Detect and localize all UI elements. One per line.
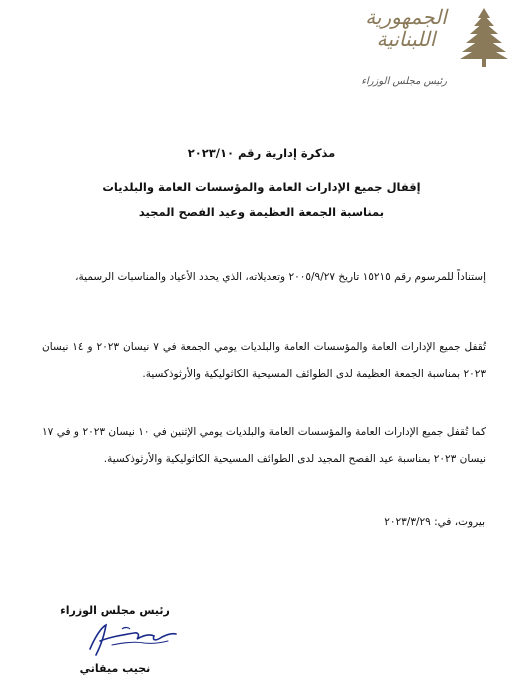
date-line: بيروت، في: ٢٠٢٣/٣/٢٩ bbox=[384, 516, 485, 528]
republic-wordmark bbox=[359, 6, 453, 50]
memo-title-line-1: إقفال جميع الإدارات العامة والمؤسسات العامة والبلديات bbox=[102, 180, 421, 194]
republic-line-1: الجمهورية bbox=[365, 5, 447, 29]
handwritten-signature-icon bbox=[82, 617, 182, 661]
signatory-name: نجيب ميقاتي bbox=[79, 662, 151, 675]
paragraph-legal-basis: إستناداً للمرسوم رقم ١٥٢١٥ تاريخ ٢٠٠٥/٩/٢٧ وتعديلاته، الذي يحدد الأعياد والمناسبات الرسمية، bbox=[75, 271, 486, 283]
paragraph-good-friday: تُقفل جميع الإدارات العامة والمؤسسات العامة والبلديات يومي الجمعة في ٧ نيسان ٢٠٢٣ و ١٤ نيسان ٢٠٢٣ بمناسبة الجمعة العظيمة لدى الطوائف المسيحية الكاثوليكية والأرثوذكسية. bbox=[42, 341, 487, 380]
memo-number: مذكرة إدارية رقم ٢٠٢٣/١٠ bbox=[187, 146, 336, 160]
republic-line-2: اللبنانية bbox=[376, 27, 436, 51]
memo-title-line-2: بمناسبة الجمعة العظيمة وعيد الفصح المجيد bbox=[138, 205, 385, 219]
letterhead bbox=[359, 4, 509, 90]
office-name: رئيس مجلس الوزراء bbox=[361, 76, 447, 87]
signatory-title: رئيس مجلس الوزراء bbox=[60, 604, 170, 617]
paragraph-easter: كما تُقفل جميع الإدارات العامة والمؤسسات العامة والبلديات يومي الإثنين في ١٠ نيسان ٢٠٢٣ و في ١٧ نيسان ٢٠٢٣ بمناسبة عيد الفصح المجيد لدى الطوائف المسيحية الكاثوليكية والأرثوذكسية. bbox=[42, 426, 486, 465]
cedar-tree-icon bbox=[459, 6, 509, 70]
